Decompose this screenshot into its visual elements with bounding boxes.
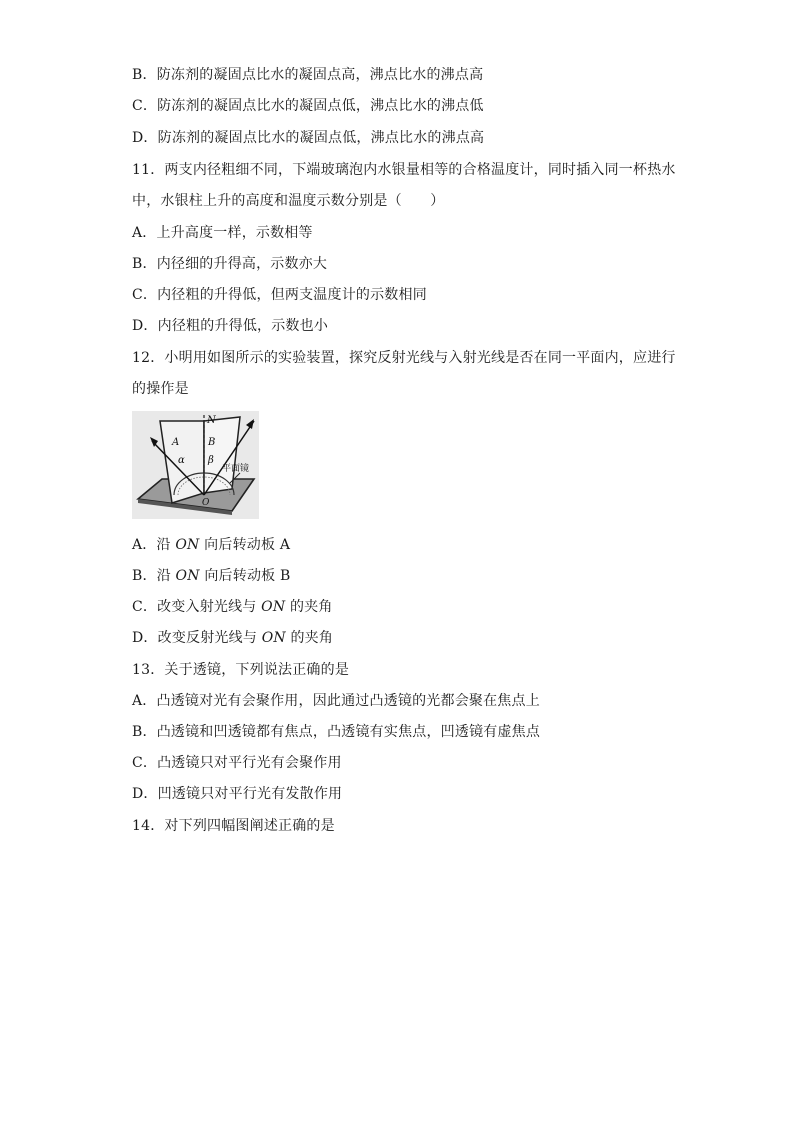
q10-option-b: B．防冻剂的凝固点比水的凝固点高，沸点比水的沸点高 [132, 67, 484, 83]
q11-stem-line1: 11．两支内径粗细不同，下端玻璃泡内水银量相等的合格温度计，同时插入同一杯热水 [132, 162, 676, 178]
q12-option-d-suffix: 的夹角 [285, 630, 334, 646]
label-plane-mirror: 平面镜 [222, 464, 250, 474]
label-b: B [208, 437, 216, 448]
q11-stem-line2: 中，水银柱上升的高度和温度示数分别是（ ） [132, 193, 445, 209]
q10-option-d: D．防冻剂的凝固点比水的凝固点低，沸点比水的沸点高 [132, 130, 485, 146]
q12-option-c-suffix: 的夹角 [285, 599, 333, 615]
q12-stem-line1: 12．小明用如图所示的实验装置，探究反射光线与入射光线是否在同一平面内，应进行 [132, 350, 676, 366]
q12-option-c-prefix: C．改变入射光线与 [132, 599, 262, 615]
q13-option-c: C．凸透镜只对平行光有会聚作用 [132, 755, 342, 771]
q11-option-a: A．上升高度一样，示数相等 [132, 225, 313, 241]
q12-option-b-prefix: B．沿 [132, 568, 176, 584]
q13-stem: 13．关于透镜，下列说法正确的是 [132, 662, 350, 678]
q12-option-c [132, 598, 333, 616]
q13-option-d: D．凹透镜只对平行光有发散作用 [132, 786, 343, 802]
q12-option-c-on: ON [261, 599, 286, 615]
q11-option-d: D．内径粗的升得低，示数也小 [132, 318, 329, 334]
q12-option-b-suffix: 向后转动板 B [199, 568, 291, 584]
reflection-experiment-figure [132, 411, 259, 519]
reflection-diagram [132, 411, 259, 519]
label-n: N [207, 415, 216, 426]
q12-option-d [132, 629, 333, 647]
label-beta: β [208, 455, 214, 466]
q12-option-b-on: ON [175, 568, 200, 584]
q11-option-b: B．内径细的升得高，示数亦大 [132, 256, 328, 272]
q12-option-a-prefix: A．沿 [132, 537, 176, 553]
q13-option-b: B．凸透镜和凹透镜都有焦点，凸透镜有实焦点，凹透镜有虚焦点 [132, 724, 541, 740]
q12-option-d-on: ON [261, 630, 286, 646]
label-o: O [202, 498, 210, 508]
q12-option-d-prefix: D．改变反射光线与 [132, 630, 262, 646]
q10-option-c: C．防冻剂的凝固点比水的凝固点低，沸点比水的沸点低 [132, 98, 484, 114]
reflected-arrow-icon [246, 419, 254, 429]
q13-option-a: A．凸透镜对光有会聚作用，因此通过凸透镜的光都会聚在焦点上 [132, 693, 540, 709]
q14-stem: 14．对下列四幅图阐述正确的是 [132, 818, 335, 834]
q12-stem-line2: 的操作是 [132, 381, 189, 397]
label-a: A [172, 437, 180, 448]
label-alpha: α [178, 455, 185, 466]
q12-option-a-on: ON [175, 537, 200, 553]
q12-option-a-suffix: 向后转动板 A [199, 537, 291, 553]
q11-option-c: C．内径粗的升得低，但两支温度计的示数相同 [132, 287, 427, 303]
q12-option-b [132, 567, 290, 585]
q12-option-a [132, 536, 290, 554]
